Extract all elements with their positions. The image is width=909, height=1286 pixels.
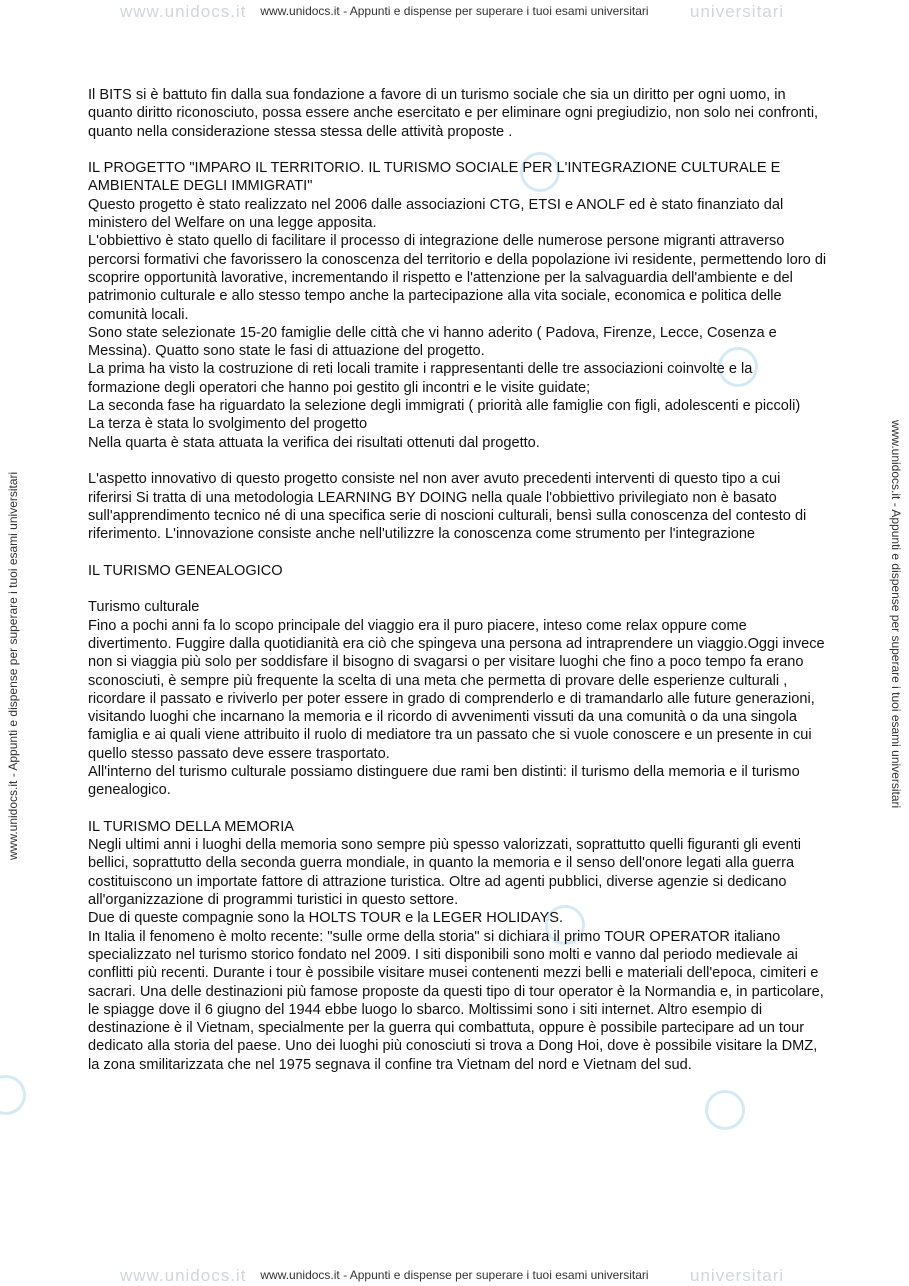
cultural-title: Turismo culturale bbox=[88, 599, 200, 616]
paragraph: In Italia il fenomeno è molto recente: "sulle orme della storia" si dichiara il primo TOUR OPERATOR italiano specializzato nel turismo storico fondato nel 2009. I siti disponibili sono molti e vanno dal periodo medievale ai conflitti più recenti. Durante i tour è possibile visitare musei contenenti mezzi belli e materiali dell'epoca, cimiteri e sacrari. Una delle destinazioni più famose proposte da questi tipo di tour operator è la Normandia e, in particolare, le spiagge dove il 6 giugno del 1944 ebbe luogo lo sbarco. Moltissimi sono i siti internet. Altro esempio di destinazione è il Vietnam, specialmente per la guerra qui combattuta, oppure è possibile partecipare ad un tour dedicato alla storia del paese. Uno dei luoghi più conosciuti si trova a Dong Hoi, dove è possibile visitare la DMZ, la zona smilitarizzata che nel 1975 segnava il confine tra Vietnam del nord e Vietnam del sud. bbox=[88, 928, 824, 1073]
project-title: IL PROGETTO "IMPARO IL TERRITORIO. IL TURISMO SOCIALE PER L'INTEGRAZIONE CULTURALE E AMBIENTALE DEGLI IMMIGRATI" bbox=[88, 160, 781, 195]
memory-title: IL TURISMO DELLA MEMORIA bbox=[88, 818, 294, 835]
intro-paragraph: Il BITS si è battuto fin dalla sua fondazione a favore di un turismo sociale che sia un diritto per ogni uomo, in quanto diritto riconosciuto, possa essere anche esercitato e per eliminare ogni pregiudizio, non solo nei confronti, quanto nella considerazione stessa stessa delle attività proposte . bbox=[88, 87, 819, 140]
document-body bbox=[88, 86, 828, 1074]
paragraph-gap bbox=[88, 452, 828, 470]
paragraph: L'obbiettivo è stato quello di facilitare il processo di integrazione delle numerose persone migranti attraverso percorsi formativi che favorissero la conoscenza del territorio e della popolazione ivi residente, permettendo loro di scoprire opportunità lavorative, incrementando il rispetto e l'attenzione per la salvaguardia dell'ambiente e del patrimonio culturale e allo stesso tempo anche la partecipazione alla vita sociale, economica e politica delle comunità locali. bbox=[88, 233, 827, 323]
watermark-ghost-text: universitari bbox=[690, 1266, 785, 1285]
paragraph: La prima ha visto la costruzione di reti locali tramite i rappresentanti delle tre associazioni coinvolte e la formazione degli operatori che hanno poi gestito gli incontri e le visite guidate; bbox=[88, 361, 753, 396]
paragraph: La seconda fase ha riguardato la selezione degli immigrati ( priorità alle famiglie con figli, adolescenti e piccoli) bbox=[88, 398, 801, 415]
paragraph-gap bbox=[88, 580, 828, 598]
watermark-logo-icon bbox=[0, 1075, 26, 1115]
paragraph: Negli ultimi anni i luoghi della memoria sono sempre più spesso valorizzati, soprattutto quelli figuranti gli eventi bellici, soprattutto della seconda guerra mondiale, in quanto la memoria e il senso dell'onore legati alla guerra costituiscono un importate fattore di attrazione turistica. Oltre ad agenti pubblici, diverse agenzie si dedicano all'organizzazione di programmi turistici in questo settore. bbox=[88, 837, 802, 909]
paragraph: Questo progetto è stato realizzato nel 2006 dalle associazioni CTG, ETSI e ANOLF ed è stato finanziato dal ministero del Welfare on una legge apposita. bbox=[88, 196, 784, 232]
side-banner-left[interactable]: www.unidocs.it - Appunti e dispense per superare i tuoi esami universitari bbox=[6, 471, 20, 860]
watermark-ghost-text: universitari bbox=[690, 2, 785, 21]
genealogy-title: IL TURISMO GENEALOGICO bbox=[88, 562, 283, 579]
watermark-ghost-text: www.unidocs.it bbox=[120, 1266, 247, 1285]
paragraph: All'interno del turismo culturale possiamo distinguere due rami ben distinti: il turismo della memoria e il turismo genealogico. bbox=[88, 763, 800, 799]
watermark-ghost-text: www.unidocs.it bbox=[120, 2, 247, 21]
paragraph: Fino a pochi anni fa lo scopo principale del viaggio era il puro piacere, inteso come relax oppure come divertimento. Fuggire dalla quotidianità era ciò che spingeva una persona ad intraprendere un viaggio.Oggi invece non si viaggia più solo per soddisfare il bisogno di svagarsi o per visitare luoghi che fino a poco tempo fa erano sconosciuti, è sempre più frequente la scelta di una meta che permetta di provare delle esperienze culturali , ricordare il passato e riviverlo per poter essere in grado di comprenderlo e di tramandarlo alle future generazioni, visitando luoghi che incarnano la memoria e il ricordo di avvenimenti vissuti da una comunità o da una singola famiglia e ai quali viene attribuito il ruolo di mediatore tra un passato che si vuole conoscere e un presente in cui quello stesso passato deve essere trasportato. bbox=[88, 617, 825, 762]
paragraph-gap bbox=[88, 800, 828, 818]
paragraph: Nella quarta è stata attuata la verifica dei risultati ottenuti dal progetto. bbox=[88, 434, 540, 451]
watermark-logo-icon bbox=[705, 1090, 745, 1130]
footer-banner[interactable]: www.unidocs.it - Appunti e dispense per superare i tuoi esami universitari bbox=[260, 1268, 649, 1282]
paragraph: La terza è stata lo svolgimento del progetto bbox=[88, 416, 368, 433]
header-banner[interactable]: www.unidocs.it - Appunti e dispense per superare i tuoi esami universitari bbox=[260, 4, 649, 18]
paragraph: Due di queste compagnie sono la HOLTS TOUR e la LEGER HOLIDAYS. bbox=[88, 910, 564, 927]
paragraph: L'aspetto innovativo di questo progetto consiste nel non aver avuto precedenti interventi di questo tipo a cui riferirsi Si tratta di una metodologia LEARNING BY DOING nella quale l'obbiettivo privilegiato non è basato sull'apprendimento tecnico né di una specifica serie di noscioni culturali, bensì sulla conoscenza del contesto di riferimento. L'innovazione consiste anche nell'utilizzre la conoscenza come strumento per l'integrazione bbox=[88, 471, 807, 543]
paragraph: Sono state selezionate 15-20 famiglie delle città che vi hanno aderito ( Padova, Firenze, Lecce, Cosenza e Messina). Quatto sono state le fasi di attuazione del progetto. bbox=[88, 324, 777, 360]
paragraph-gap bbox=[88, 141, 828, 159]
side-banner-right[interactable]: www.unidocs.it - Appunti e dispense per superare i tuoi esami universitari bbox=[889, 420, 903, 809]
paragraph-gap bbox=[88, 543, 828, 561]
